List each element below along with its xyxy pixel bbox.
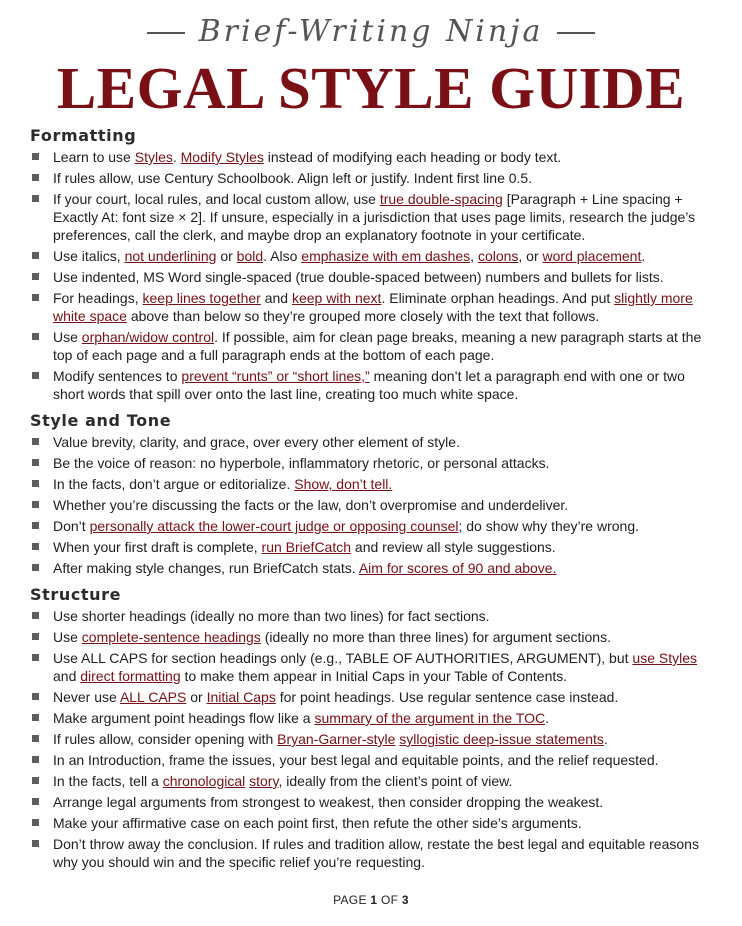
item-text: Whether you’re discussing the facts or the law, don’t overpromise and underdeliver.	[53, 497, 569, 513]
footer-of-label: OF	[381, 893, 399, 907]
item-text: Use	[53, 629, 82, 645]
square-bullet-icon	[32, 777, 39, 784]
inline-link[interactable]: Initial Caps	[206, 689, 276, 705]
page-footer	[0, 893, 742, 907]
bullet-list	[30, 607, 715, 871]
list-item	[30, 496, 715, 514]
inline-link[interactable]: orphan/widow control	[81, 329, 215, 345]
item-text: or	[216, 248, 237, 264]
footer-current-page: 1	[370, 893, 378, 907]
item-text: , or	[518, 248, 543, 264]
item-text: and review all style suggestions.	[351, 539, 556, 555]
item-text: Don’t	[53, 518, 90, 534]
square-bullet-icon	[32, 174, 39, 181]
item-text: If rules allow, use Century Schoolbook. Align left or justify. Indent first line 0.5.	[53, 170, 533, 186]
item-text: instead of modifying each heading or body text.	[263, 149, 562, 165]
item-text: . Eliminate orphan headings. And put	[381, 290, 615, 306]
list-item	[30, 289, 715, 325]
list-item	[30, 649, 715, 685]
inline-link[interactable]: bold	[236, 248, 264, 264]
inline-link[interactable]: Styles	[134, 149, 173, 165]
item-text: If rules allow, consider opening with	[53, 731, 278, 747]
square-bullet-icon	[32, 438, 39, 445]
list-item	[30, 148, 715, 166]
inline-link[interactable]: personally attack the lower-court judge or opposing counsel	[89, 518, 459, 534]
list-item	[30, 793, 715, 811]
item-text: Value brevity, clarity, and grace, over every other element of style.	[53, 434, 460, 450]
list-item	[30, 268, 715, 286]
inline-link[interactable]: Modify Styles	[180, 149, 264, 165]
list-item	[30, 328, 715, 364]
list-item	[30, 367, 715, 403]
list-item	[30, 751, 715, 769]
item-text: Make your affirmative case on each point first, then refute the other side’s arguments.	[53, 815, 582, 831]
square-bullet-icon	[32, 756, 39, 763]
page-title: LEGAL STYLE GUIDE	[56, 55, 686, 121]
square-bullet-icon	[32, 372, 39, 379]
list-item	[30, 247, 715, 265]
item-text: Use	[53, 329, 82, 345]
bullet-list	[30, 148, 715, 403]
item-text: . If possible, aim for clean page breaks, meaning a new paragraph starts at the top of each page and a full paragraph ends at the bottom of each page.	[53, 329, 702, 363]
list-item	[30, 169, 715, 187]
inline-link[interactable]: use Styles	[632, 650, 697, 666]
item-text: Use ALL CAPS for section headings only (e.g., TABLE OF AUTHORITIES, ARGUMENT), but	[53, 650, 633, 666]
page-header	[0, 8, 742, 120]
item-text: In an Introduction, frame the issues, your best legal and equitable points, and the relief requested.	[53, 752, 659, 768]
item-text: , ideally from the client’s point of view.	[278, 773, 513, 789]
item-text: or	[186, 689, 207, 705]
bullet-list	[30, 433, 715, 577]
item-text: For headings,	[53, 290, 143, 306]
list-item	[30, 190, 715, 244]
item-text: Use italics,	[53, 248, 125, 264]
item-text: Never use	[53, 689, 120, 705]
brand-subtitle	[0, 8, 742, 56]
section-structure	[30, 585, 715, 871]
square-bullet-icon	[32, 522, 39, 529]
section-formatting	[30, 126, 715, 403]
list-item	[30, 628, 715, 646]
square-bullet-icon	[32, 294, 39, 301]
inline-link[interactable]: not underlining	[124, 248, 217, 264]
item-text: After making style changes, run BriefCatch stats.	[53, 560, 359, 576]
section-heading: Style and Tone	[30, 411, 172, 430]
square-bullet-icon	[32, 735, 39, 742]
square-bullet-icon	[32, 819, 39, 826]
item-text: When your first draft is complete,	[53, 539, 262, 555]
inline-link[interactable]: prevent “runts” or “short lines,”	[181, 368, 370, 384]
inline-link[interactable]: run BriefCatch	[261, 539, 352, 555]
item-text: and	[53, 668, 81, 684]
item-text: Learn to use	[53, 149, 135, 165]
item-text: Make argument point headings flow like a	[53, 710, 315, 726]
square-bullet-icon	[32, 273, 39, 280]
list-item	[30, 559, 715, 577]
item-text: .	[603, 731, 608, 747]
inline-link[interactable]: Show, don’t tell.	[294, 476, 393, 492]
square-bullet-icon	[32, 195, 39, 202]
list-item	[30, 454, 715, 472]
list-item	[30, 433, 715, 451]
guide-content	[30, 126, 715, 879]
item-text: .	[172, 149, 181, 165]
square-bullet-icon	[32, 252, 39, 259]
item-text: for point headings. Use regular sentence case instead.	[275, 689, 619, 705]
list-item	[30, 835, 715, 871]
inline-link[interactable]: Bryan-Garner-style	[277, 731, 396, 747]
inline-link[interactable]: slightly more white space	[53, 290, 693, 324]
section-heading: Structure	[30, 585, 122, 604]
decorative-dash-right	[557, 32, 595, 34]
square-bullet-icon	[32, 654, 39, 661]
item-text: In the facts, tell a	[53, 773, 163, 789]
item-text: Use indented, MS Word single-spaced (true double-spaced between) numbers and bullets for lists.	[53, 269, 664, 285]
square-bullet-icon	[32, 501, 39, 508]
square-bullet-icon	[32, 564, 39, 571]
list-item	[30, 688, 715, 706]
brand-subtitle-text: Brief-Writing Ninja	[198, 14, 544, 49]
item-text: If your court, local rules, and local custom allow, use	[53, 191, 380, 207]
inline-link[interactable]: emphasize with em dashes	[301, 248, 471, 264]
list-item	[30, 517, 715, 535]
item-text: (ideally no more than three lines) for argument sections.	[260, 629, 611, 645]
list-item	[30, 475, 715, 493]
item-text: ,	[470, 248, 478, 264]
square-bullet-icon	[32, 612, 39, 619]
item-text: above than below so they’re grouped more closely with the text that follows.	[126, 308, 600, 324]
item-text: [Paragraph + Line spacing + Exactly At: font size × 2]. If unsure, especially in a jurisdiction that uses page limits, research the judge’s preferences, call the clerk, and maybe drop an explanatory footnote in your certificate.	[53, 191, 696, 243]
inline-link[interactable]: colons	[477, 248, 519, 264]
item-text: Don’t throw away the conclusion. If rules and tradition allow, restate the best legal and equitable reasons why you should win and the specific relief you’re requesting.	[53, 836, 699, 870]
item-text: Use shorter headings (ideally no more than two lines) for fact sections.	[53, 608, 490, 624]
inline-link[interactable]: keep lines together	[142, 290, 261, 306]
item-text: ; do show why they’re wrong.	[458, 518, 639, 534]
inline-link[interactable]: Aim for scores of 90 and above.	[358, 560, 557, 576]
square-bullet-icon	[32, 480, 39, 487]
inline-link[interactable]: keep with next	[291, 290, 382, 306]
square-bullet-icon	[32, 153, 39, 160]
footer-page-label: PAGE	[333, 893, 367, 907]
inline-link[interactable]: word placement	[542, 248, 642, 264]
inline-link[interactable]: direct formatting	[80, 668, 181, 684]
inline-link[interactable]: story	[249, 773, 279, 789]
section-heading: Formatting	[30, 126, 137, 145]
square-bullet-icon	[32, 714, 39, 721]
item-text: In the facts, don’t argue or editorialize.	[53, 476, 295, 492]
item-text: .	[545, 710, 549, 726]
inline-link[interactable]: summary of the argument in the TOC	[314, 710, 546, 726]
square-bullet-icon	[32, 459, 39, 466]
square-bullet-icon	[32, 693, 39, 700]
square-bullet-icon	[32, 543, 39, 550]
list-item	[30, 607, 715, 625]
inline-link[interactable]: complete-sentence headings	[81, 629, 261, 645]
square-bullet-icon	[32, 798, 39, 805]
inline-link[interactable]: syllogistic deep-issue statements	[399, 731, 604, 747]
square-bullet-icon	[32, 633, 39, 640]
item-text: Arrange legal arguments from strongest to weakest, then consider dropping the weakest.	[53, 794, 604, 810]
item-text: and	[260, 290, 292, 306]
footer-total-pages: 3	[401, 893, 409, 907]
item-text: .	[641, 248, 646, 264]
item-text: to make them appear in Initial Caps in your Table of Contents.	[180, 668, 568, 684]
item-text: meaning don’t let a paragraph end with one or two short words that spill over onto the last line, creating too much white space.	[53, 368, 685, 402]
section-style-and-tone	[30, 411, 715, 577]
inline-link[interactable]: true double-spacing	[379, 191, 503, 207]
list-item	[30, 538, 715, 556]
item-text: Modify sentences to	[53, 368, 182, 384]
decorative-dash-left	[147, 32, 185, 34]
list-item	[30, 709, 715, 727]
inline-link[interactable]: ALL CAPS	[119, 689, 187, 705]
list-item	[30, 772, 715, 790]
square-bullet-icon	[32, 840, 39, 847]
list-item	[30, 814, 715, 832]
item-text: Be the voice of reason: no hyperbole, inflammatory rhetoric, or personal attacks.	[53, 455, 550, 471]
list-item	[30, 730, 715, 748]
square-bullet-icon	[32, 333, 39, 340]
inline-link[interactable]: chronological	[162, 773, 246, 789]
item-text: . Also	[263, 248, 302, 264]
